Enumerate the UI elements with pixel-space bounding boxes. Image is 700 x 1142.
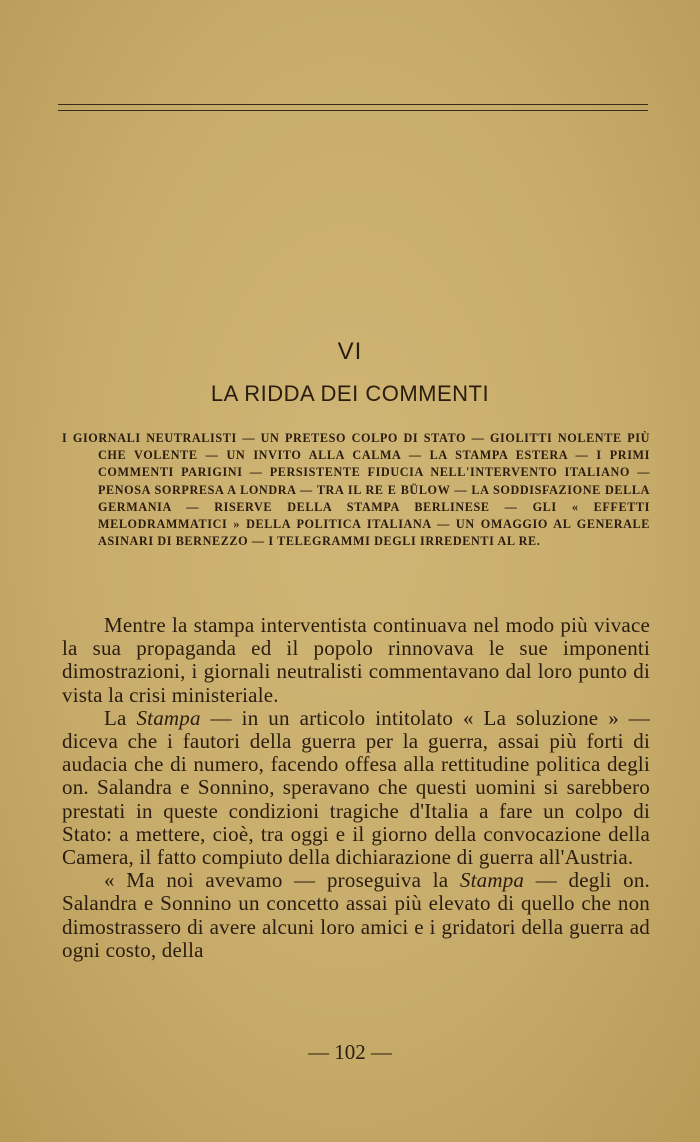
paragraph-3-start: « Ma noi avevamo — proseguiva la (104, 868, 460, 893)
paragraph-2-rest: — in un articolo intitolato « La soluzione » — diceva che i fautori della guerra per la guerra, assai più forti di audacia che di numero, facendo offesa alla rettitudine politica degli on. Salandra e Sonnino, speravano che questi uomini si sarebbero prestati in queste condizioni tragiche d'Italia a fare un colpo di Stato: a mettere, cioè, tra oggi e il giorno della convocazione della Camera, il fatto compiuto della dichiarazione di guerra all'Austria. (62, 705, 650, 870)
page-number: — 102 — (308, 1040, 392, 1064)
chapter-summary: I GIORNALI NEUTRALISTI — UN PRETESO COLPO DI STATO — GIOLITTI NOLENTE PIÙ CHE VOLENTE — UN INVITO ALLA CALMA — LA STAMPA ESTERA — I PRIMI COMMENTI PARIGINI — PERSISTENTE FIDUCIA NELL'INTERVENTO ITALIANO — PENOSA SORPRESA A LONDRA — TRA IL RE E BÜLOW — LA SODDISFAZIONE DELLA GERMANIA — RISERVE DELLA STAMPA BERLINESE — GLI « EFFETTI MELODRAMMATICI » DELLA POLITICA ITALIANA — UN OMAGGIO AL GENERALE ASINARI DI BERNEZZO — I TELEGRAMMI DEGLI IRREDENTI AL RE. (62, 431, 650, 549)
header-rule-bottom (58, 110, 648, 111)
chapter-title: LA RIDDA DEI COMMENTI (210, 381, 490, 406)
paragraph-2-start: La (104, 705, 137, 730)
chapter-number: VI (337, 338, 363, 365)
body-text (62, 614, 650, 962)
paragraph-3-rest: — degli on. Salandra e Sonnino un concetto assai più elevato di quello che non dimostrassero di avere alcuni loro amici e i gridatori della guerra ad ogni costo, della (62, 868, 651, 962)
paragraph-2-newspaper-name: Stampa (136, 705, 201, 730)
paragraph-3-newspaper-name: Stampa (459, 868, 525, 893)
paragraph-1: Mentre la stampa interventista continuava nel modo più vivace la sua propaganda ed il popolo rinnovava le sue imponenti dimostrazioni, i giornali neutralisti commentavano dal loro punto di vista la crisi ministeriale. (62, 613, 650, 707)
paragraph-2 (62, 707, 650, 869)
header-rule-top (58, 104, 648, 105)
paragraph-3 (62, 869, 650, 962)
